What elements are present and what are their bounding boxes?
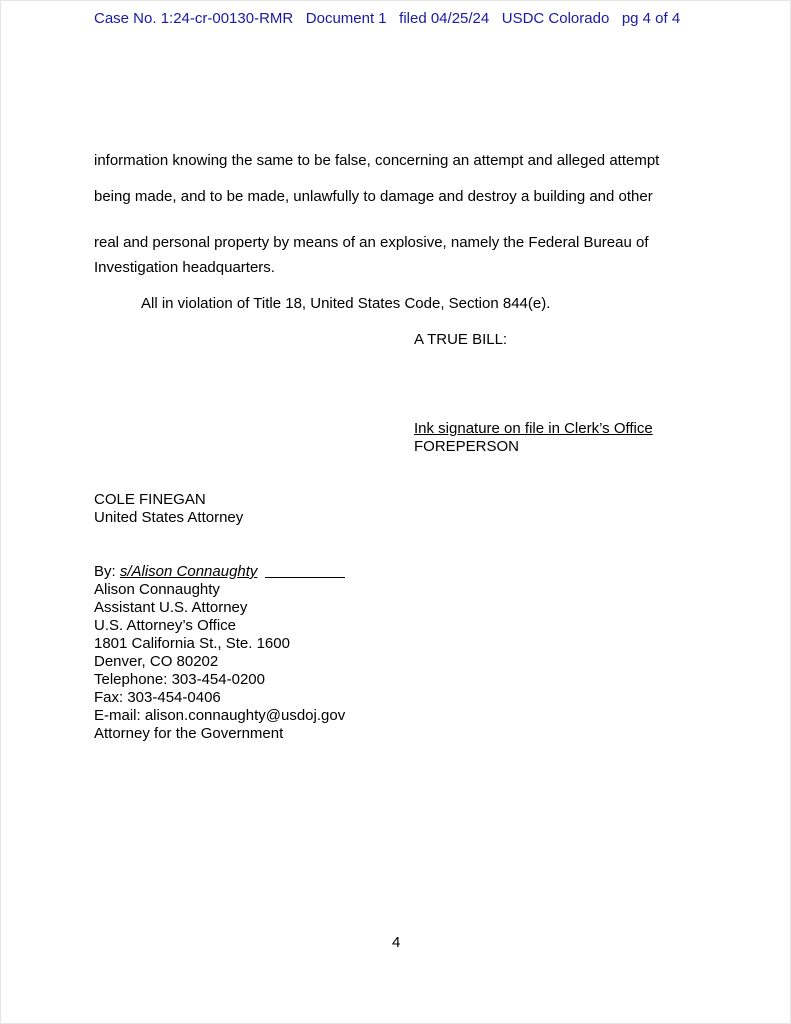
us-attorney-title: United States Attorney xyxy=(94,509,244,526)
email: E-mail: alison.connaughty@usdoj.gov xyxy=(94,707,346,724)
signer-title: Assistant U.S. Attorney xyxy=(94,599,248,616)
signature-underline xyxy=(265,577,345,578)
page-number: 4 xyxy=(392,934,401,951)
attorney-role: Attorney for the Government xyxy=(94,725,284,742)
case-header xyxy=(94,10,680,27)
filed-date: filed 04/25/24 xyxy=(399,10,490,27)
office-street: 1801 California St., Ste. 1600 xyxy=(94,635,290,652)
signature-line xyxy=(94,563,257,581)
us-attorney-name: COLE FINEGAN xyxy=(94,491,206,508)
document-number: Document 1 xyxy=(305,10,387,27)
telephone: Telephone: 303-454-0200 xyxy=(94,671,265,688)
case-number: Case No. 1:24-cr-00130-RMR xyxy=(94,10,294,27)
violation-statement: All in violation of Title 18, United States Code, Section 844(e). xyxy=(141,295,551,312)
signer-name: Alison Connaughty xyxy=(94,581,220,598)
body-line-4: Investigation headquarters. xyxy=(94,259,275,276)
by-label: By: xyxy=(94,563,120,580)
office-name: U.S. Attorney’s Office xyxy=(94,617,237,634)
office-city: Denver, CO 80202 xyxy=(94,653,219,670)
page-count: pg 4 of 4 xyxy=(621,10,681,27)
ink-signature-note: Ink signature on file in Clerk’s Office xyxy=(414,420,653,437)
body-line-1: information knowing the same to be false, concerning an attempt and alleged attempt xyxy=(94,152,660,169)
court-name: USDC Colorado xyxy=(501,10,610,27)
body-line-2: being made, and to be made, unlawfully to damage and destroy a building and other xyxy=(94,188,653,205)
foreperson-label: FOREPERSON xyxy=(414,438,520,455)
body-line-3: real and personal property by means of an explosive, namely the Federal Bureau of xyxy=(94,234,649,251)
electronic-signature: s/Alison Connaughty xyxy=(119,563,258,580)
fax: Fax: 303-454-0406 xyxy=(94,689,221,706)
true-bill-heading: A TRUE BILL: xyxy=(414,331,508,348)
